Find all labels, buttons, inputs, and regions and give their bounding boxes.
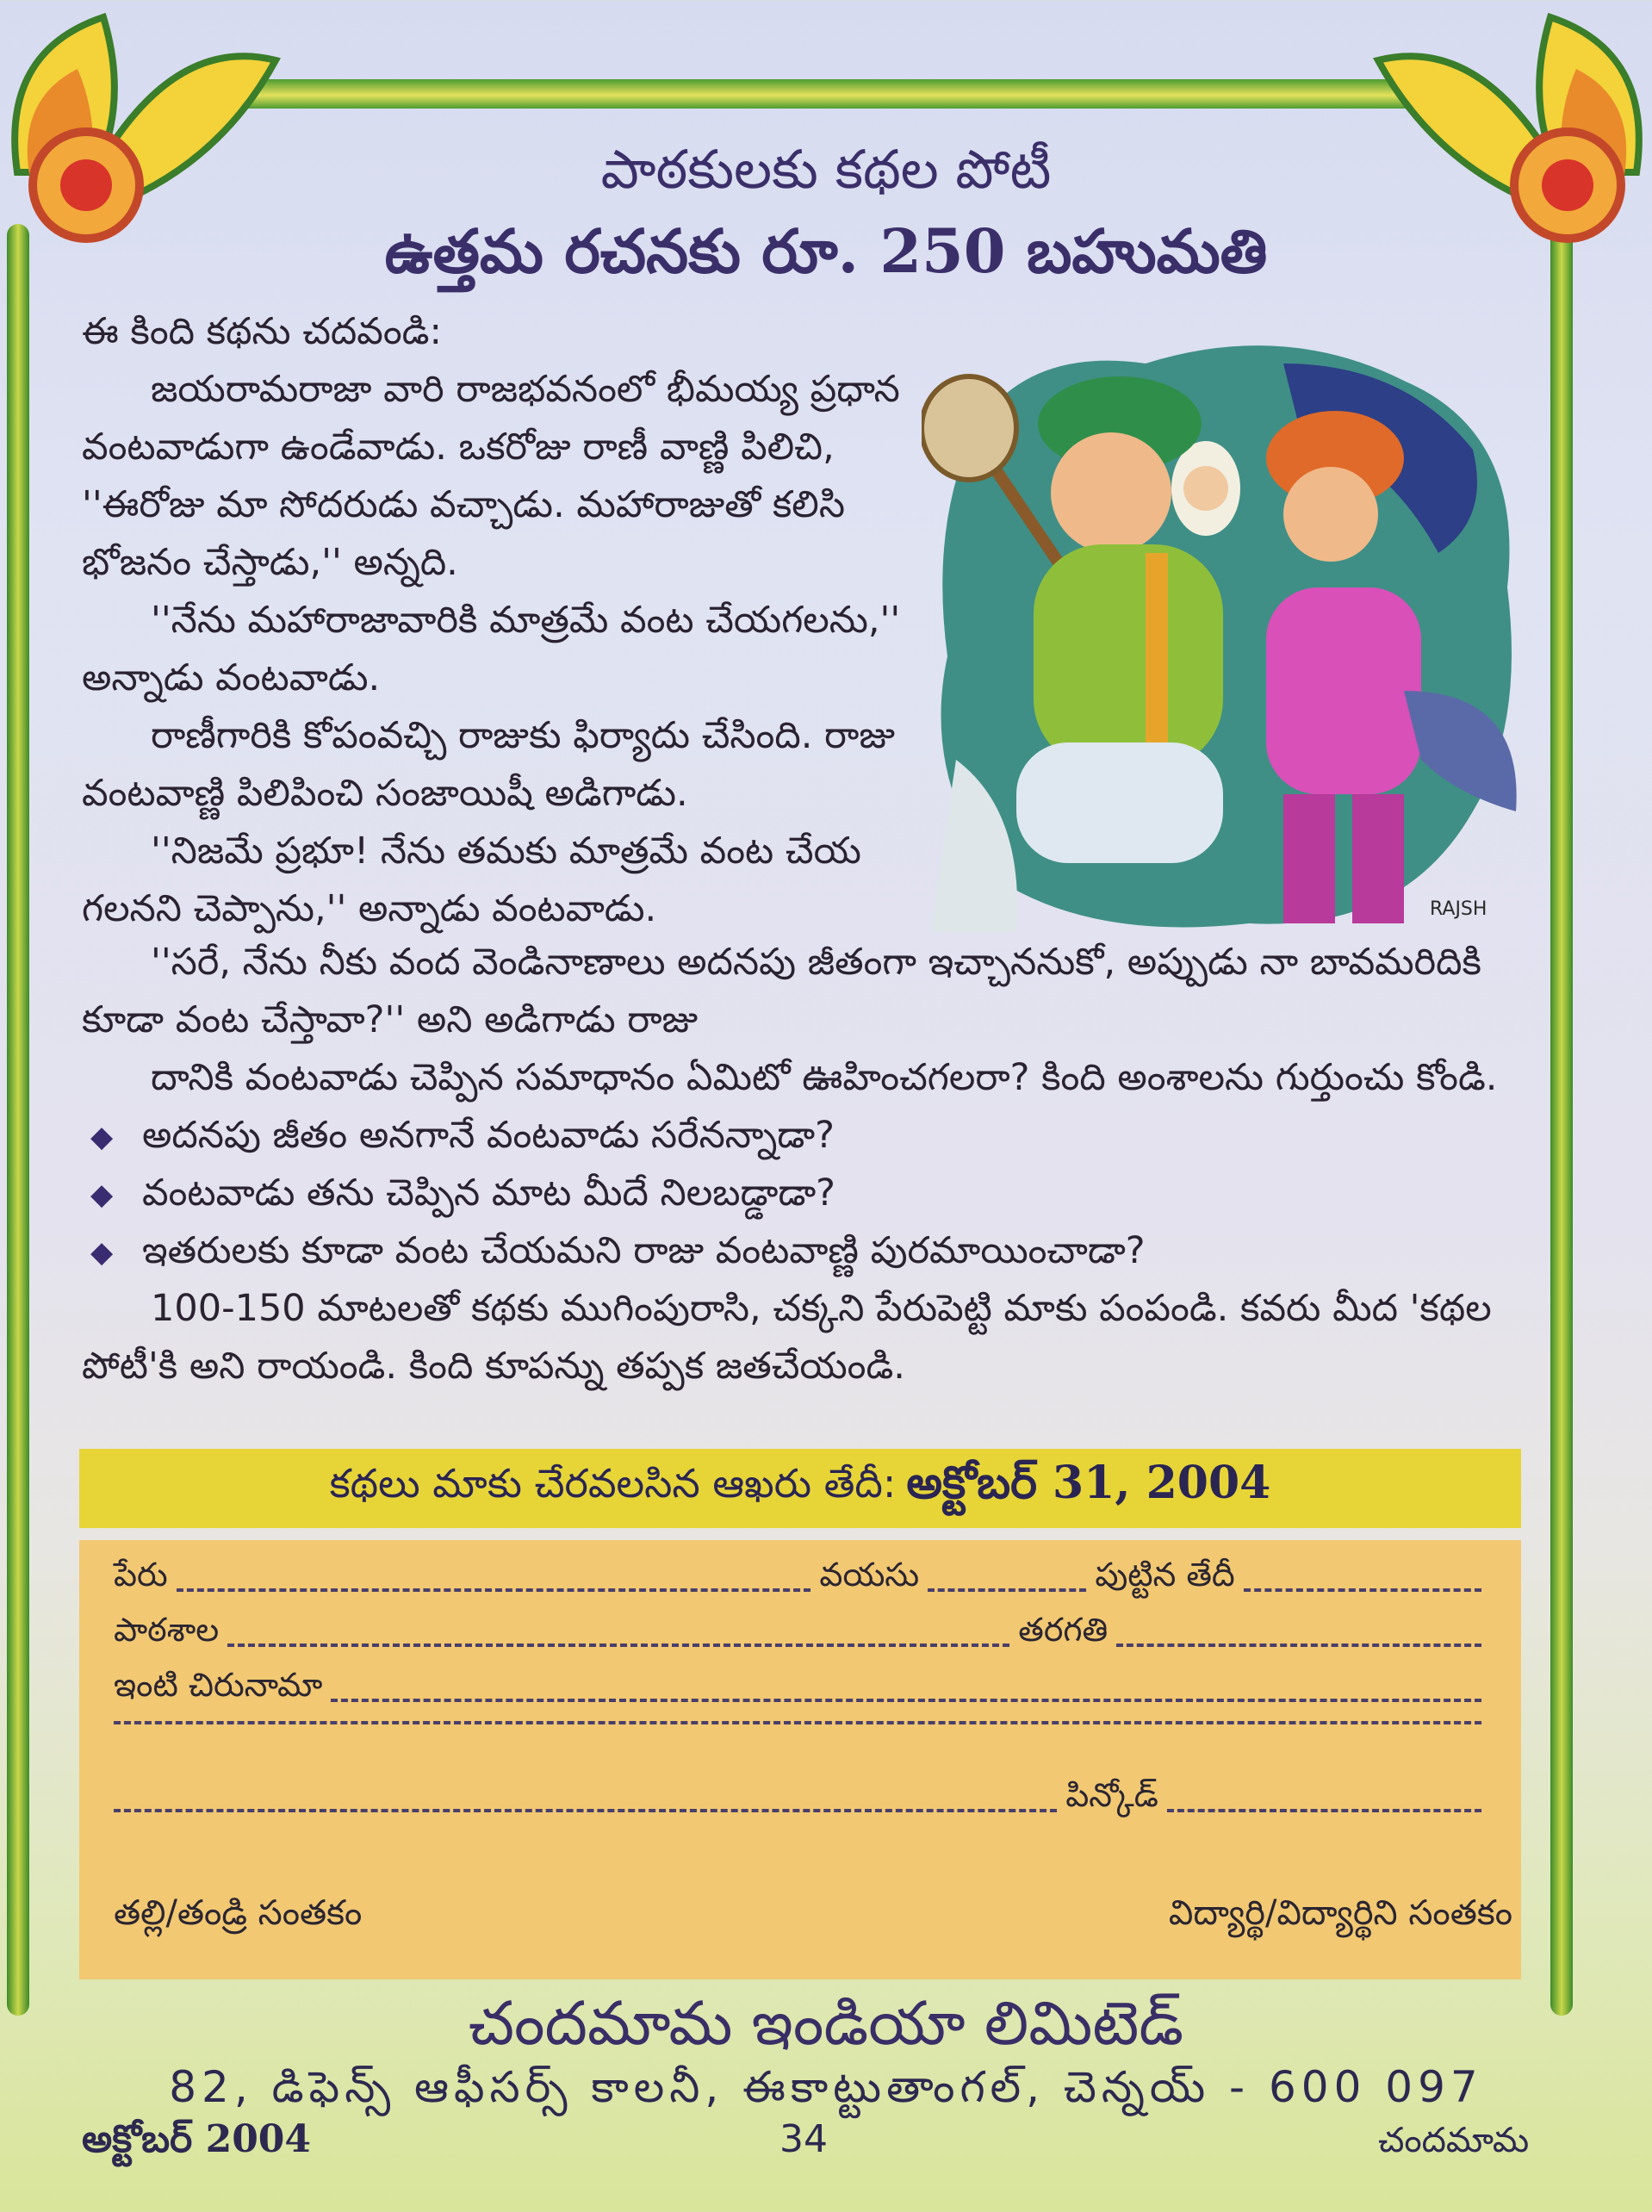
publisher-name: చందమామ ఇండియా లిమిటెడ్ xyxy=(468,1988,1184,2059)
hint-item: ◆ వంటవాడు తను చెప్పిన మాట మీదే నిలబడ్డాడా? xyxy=(82,1165,1563,1222)
story-paragraph-6: దానికి వంటవాడు చెప్పిన సమాధానం ఏమిటో ఊహించగలరా? కింది అంశాలను గుర్తుంచు కోండి. xyxy=(151,1056,1498,1099)
deadline-label: కథలు మాకు చేరవలసిన ఆఖరు తేదీ: xyxy=(329,1460,897,1507)
dob-field[interactable] xyxy=(1244,1588,1481,1592)
diamond-bullet-icon: ◆ xyxy=(90,1120,114,1154)
story-paragraph-5: ''సరే, నేను నీకు వంద వెండినాణాలు అదనపు జీతంగా ఇచ్చాననుకో, అప్పుడు నా బావమరిదికి కూడా వంట చేస్తావా?'' అని అడిగాడు రాజు xyxy=(82,941,1481,1041)
story-intro: ఈ కింది కథను చదవండి: xyxy=(82,310,442,353)
pincode-label: పిన్కోడ్ xyxy=(1065,1776,1158,1814)
address-field-line-2[interactable] xyxy=(114,1721,1481,1724)
hint-item: ◆ అదనపు జీతం అనగానే వంటవాడు సరేనన్నాడా? xyxy=(82,1107,1563,1165)
story-paragraph-4: ''నిజమే ప్రభూ! నేను తమకు మాత్రమే వంట చేయ గలనని చెప్పాను,'' అన్నాడు వంటవాడు. xyxy=(82,830,861,930)
hint-item: ◆ ఇతరులకు కూడా వంట చేయమని రాజు వంటవాణ్ణి పురమాయించాడా? xyxy=(82,1222,1563,1280)
artist-signature: RAJSH xyxy=(1430,898,1487,920)
diamond-bullet-icon: ◆ xyxy=(90,1177,114,1212)
story-continuation xyxy=(82,934,1563,1395)
name-field[interactable] xyxy=(177,1588,811,1592)
left-border xyxy=(7,224,29,2016)
deadline-band xyxy=(79,1449,1521,1528)
address-label: ఇంటి చిరునామా xyxy=(114,1666,323,1704)
class-label: తరగతి xyxy=(1018,1611,1109,1649)
address-field-line-1[interactable] xyxy=(331,1699,1481,1702)
age-field[interactable] xyxy=(928,1588,1086,1592)
pincode-field[interactable] xyxy=(1167,1809,1481,1812)
page-number: 34 xyxy=(779,2117,828,2161)
story-instructions: 100-150 మాటలతో కథకు ముగింపురాసి, చక్కని పేరుపెట్టి మాకు పంపండి. కవరు మీద 'కథల పోటీ'కి అని రాయండి. కింది కూపన్ను తప్పక జతచేయండి. xyxy=(82,1287,1492,1388)
issue-date: అక్టోబర్ 2004 xyxy=(82,2117,312,2161)
magazine-name: చందమామ xyxy=(1378,2121,1530,2160)
school-label: పాఠశాల xyxy=(114,1611,220,1649)
prize-subtitle: ఉత్తమ రచనకు రూ. 250 బహుమతి xyxy=(384,215,1268,287)
story-text xyxy=(82,303,947,938)
name-label: పేరు xyxy=(114,1556,168,1594)
diamond-bullet-icon: ◆ xyxy=(90,1235,114,1270)
entry-coupon xyxy=(79,1540,1521,1979)
story-paragraph-2: ''నేను మహారాజావారికి మాత్రమే వంట చేయగలను,'' అన్నాడు వంటవాడు. xyxy=(82,599,901,699)
top-border xyxy=(215,79,1438,109)
dob-label: పుట్టిన తేదీ xyxy=(1095,1556,1235,1594)
story-paragraph-3: రాణీగారికి కోపంవచ్చి రాజుకు ఫిర్యాదు చేసింది. రాజు వంటవాణ్ణి పిలిపించి సంజాయిషీ అడిగాడు. xyxy=(82,714,895,815)
school-field[interactable] xyxy=(227,1643,1009,1647)
student-signature-label: విద్యార్థి/విద్యార్థిని సంతకం xyxy=(1168,1893,1512,1933)
publisher-address: 82, డిఫెన్స్ ఆఫీసర్స్ కాలనీ, ఈకాట్టుతాంగల్, చెన్నయ్ - 600 097 xyxy=(169,2062,1483,2112)
class-field[interactable] xyxy=(1116,1643,1481,1647)
address-field-line-3[interactable] xyxy=(114,1809,1057,1812)
story-paragraph-1: జయరామరాజా వారి రాజభవనంలో భీమయ్య ప్రధాన వంటవాడుగా ఉండేవాడు. ఒకరోజు రాణీ వాణ్ణి పిలిచి, ''ఈరోజు మా సోదరుడు వచ్చాడు. మహారాజుతో కలిసి భోజనం చేస్తాడు,'' అన్నది. xyxy=(82,368,900,584)
hint-list xyxy=(82,1107,1563,1280)
deadline-date: అక్టోబర్ 31, 2004 xyxy=(906,1457,1271,1509)
contest-title: పాఠకులకు కథల పోటీ xyxy=(600,138,1052,201)
age-label: వయసు xyxy=(819,1556,920,1594)
parent-signature-label: తల్లి/తండ్రి సంతకం xyxy=(114,1893,363,1933)
story-illustration xyxy=(922,329,1525,949)
